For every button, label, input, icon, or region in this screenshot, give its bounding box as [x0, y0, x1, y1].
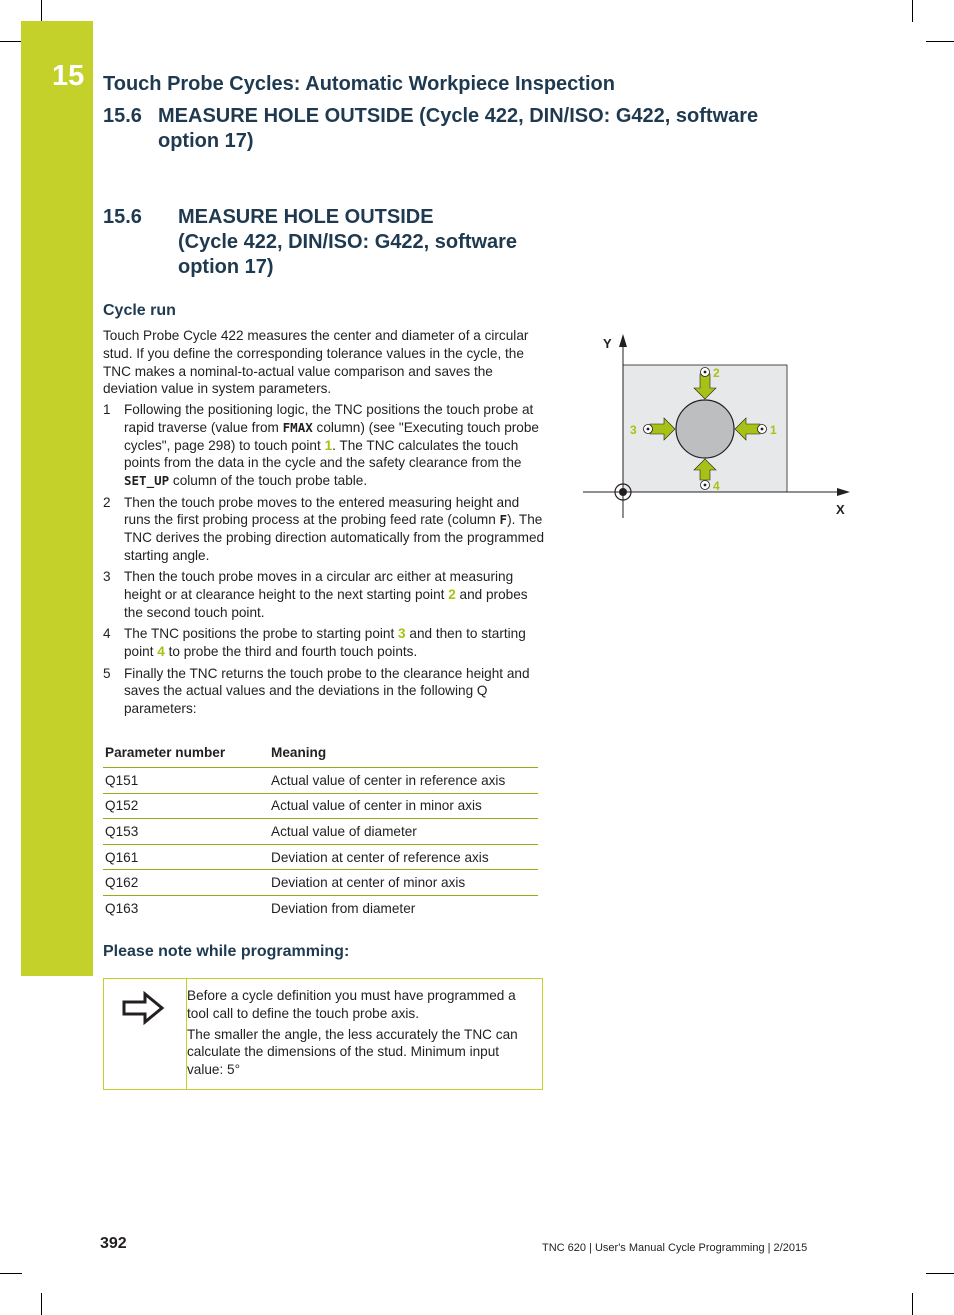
- table-row: [103, 895, 538, 920]
- note-paragraph: The smaller the angle, the less accurately the TNC can calculate the dimensions of the stud. Minimum input value: 5°: [187, 1026, 518, 1078]
- x-axis-arrow: [837, 488, 850, 496]
- table-row: [103, 870, 538, 896]
- touch-point-ref: 1: [324, 437, 333, 453]
- crop-mark: [912, 0, 913, 22]
- crop-mark: [0, 41, 22, 42]
- crop-mark: [0, 1273, 22, 1274]
- list-item: 5 Finally the TNC returns the touch probe to the clearance height and saves the actual values and the deviations in the following Q parameters:: [103, 665, 530, 717]
- touch-point-label: 3: [630, 423, 637, 437]
- table-cell: Q163: [103, 895, 269, 920]
- crop-mark: [912, 1293, 913, 1315]
- note-paragraph: Before a cycle definition you must have programmed a tool call to define the touch probe axis.: [187, 988, 516, 1021]
- table-cell: Actual value of diameter: [269, 819, 538, 845]
- touch-point-ref: 2: [448, 587, 456, 603]
- chapter-sidebar: [21, 21, 93, 976]
- table-cell: Actual value of center in minor axis: [269, 793, 538, 819]
- footer-text: TNC 620 | User's Manual Cycle Programming | 2/2015: [542, 1242, 808, 1254]
- table-cell: Q152: [103, 793, 269, 819]
- programming-note-heading: Please note while programming:: [103, 943, 350, 960]
- table-row: [103, 844, 538, 870]
- table-cell: Deviation at center of minor axis: [269, 870, 538, 896]
- y-axis-arrow: [619, 334, 627, 347]
- running-section-title: MEASURE HOLE OUTSIDE (Cycle 422, DIN/ISO: G422, software option 17): [158, 105, 759, 152]
- probe-cycle-figure: [580, 330, 856, 522]
- list-item: 1 Following the positioning logic, the TNC positions the touch probe at rapid traverse (value from FMAX column) (see "Executing touch probe cycles", page 298) to touch point 1. The TNC calculates the touch points from the data in the cycle and the safety clearance from the SET_UP column of the touch probe table.: [103, 402, 539, 489]
- crop-mark: [926, 1273, 954, 1274]
- touch-point-label: 4: [713, 479, 720, 493]
- table-cell: Q151: [103, 768, 269, 794]
- chapter-title: Touch Probe Cycles: Automatic Workpiece Inspection: [103, 73, 615, 95]
- touch-point-ref: 4: [157, 644, 165, 660]
- code-f: F: [499, 512, 508, 528]
- origin-marker-center: [619, 488, 627, 496]
- table-header-row: [103, 741, 538, 768]
- crop-mark: [926, 41, 954, 42]
- section-title-line: (Cycle 422, DIN/ISO: G422, software: [178, 231, 518, 253]
- crop-mark: [41, 0, 42, 22]
- table-cell: Q153: [103, 819, 269, 845]
- table-cell: Deviation at center of reference axis: [269, 844, 538, 870]
- page-number: 392: [100, 1235, 127, 1252]
- code-set-up: SET_UP: [124, 473, 170, 489]
- y-axis-label: Y: [603, 336, 612, 351]
- table-cell: Actual value of center in reference axis: [269, 768, 538, 794]
- table-cell: Deviation from diameter: [269, 895, 538, 920]
- crop-mark: [41, 1293, 42, 1315]
- touch-point-label: 2: [713, 366, 720, 380]
- list-item: 2 Then the touch probe moves to the entered measuring height and runs the first probing process at the probing feed rate (column F). The TNC derives the probing direction automatically from the programmed starting angle.: [103, 494, 545, 563]
- x-axis-label: X: [836, 502, 845, 517]
- cycle-run-intro: Touch Probe Cycle 422 measures the center and diameter of a circular stud. If you define the corresponding tolerance values in the cycle, the TNC makes a nominal-to-actual value comparison and saves the deviation value in system parameters.: [103, 328, 529, 397]
- table-row: [103, 768, 538, 794]
- table-cell: Q162: [103, 870, 269, 896]
- column-header: Meaning: [271, 745, 327, 760]
- table-row: [103, 793, 538, 819]
- touch-point-ref: 3: [398, 626, 406, 642]
- cycle-steps-list: [103, 401, 545, 722]
- code-fmax: FMAX: [282, 419, 313, 435]
- circular-stud: [676, 400, 734, 458]
- chapter-number: 15: [52, 60, 85, 92]
- arrow-right-outline-icon: [121, 991, 165, 1025]
- section-title-line: option 17): [178, 256, 274, 278]
- table-row: [103, 819, 538, 845]
- table-cell: Q161: [103, 844, 269, 870]
- touch-point-label: 1: [770, 423, 777, 437]
- running-section-number: 15.6: [103, 105, 142, 127]
- list-item: 3 Then the touch probe moves in a circular arc either at measuring height or at clearance height to the next starting point 2 and probes the second touch point.: [103, 569, 528, 620]
- section-number: 15.6: [103, 206, 142, 228]
- section-title-line: MEASURE HOLE OUTSIDE: [178, 206, 434, 228]
- parameter-table: [103, 741, 538, 921]
- note-box: [103, 978, 543, 1090]
- list-item: 4 The TNC positions the probe to starting point 3 and then to starting point 4 to probe the third and fourth touch points.: [103, 626, 526, 660]
- cycle-run-heading: Cycle run: [103, 302, 176, 319]
- column-header: Parameter number: [105, 745, 226, 760]
